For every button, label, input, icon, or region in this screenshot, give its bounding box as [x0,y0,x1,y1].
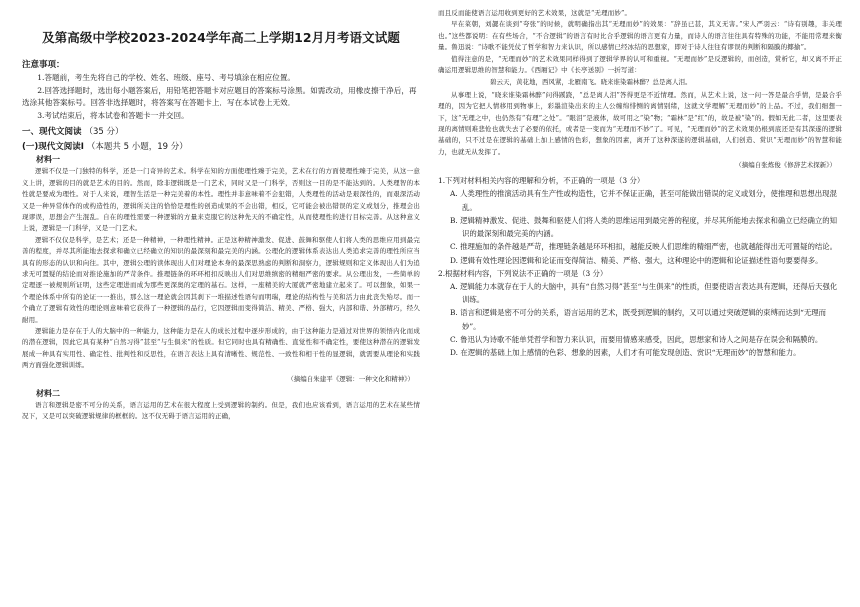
poem-quote: 碧云天，黄花地，西风紧，北雁南飞。晓来谁染霜林醉？总是离人泪。 [490,78,692,87]
question-stem: 2.根据材料内容，下列说法不正确的一项是（3 分） [438,268,608,278]
paragraph: 早在菜朝，刘勰在谈到“夸张”的时候，就明确指出其“无理而妙”的效果：“辞虽已甚，其义无害。”宋人严羽云：“诗有别趣，非关理也。”这些都说明：在有些场合，“不合逻辑”的语言有时比合乎逻辑的语言更有力量，而诗人的语言往往具有特殊的功能，不能用常理来衡量。鲁迅说：“诗歌不能凭仗了哲学和智力来认识，所以感情已经冰结的思想家，即对于诗人往往有谬误的判断和隔膜的揶揄”。 [438,20,842,52]
material-label: 材料一 [36,155,60,165]
material-label: 材料二 [36,388,60,398]
section-title: 一、现代文阅读 [22,127,82,138]
answer-option: C. 鲁迅认为诗歌不能单凭哲学和智力来认识，而要用情感来感受，因此，思想家和诗人之间是存在误会和隔膜的。 [450,334,823,344]
left-column [22,0,420,423]
section-score: （35 分） [84,127,124,138]
paragraph: 值得注意的是，“无理而妙”的艺术效果同样得到了逻辑学界的认可和重视。“无理而妙”是反逻辑的，而创造，赏析它，却又离不开正确运用逻辑思维的智慧和能力。《西厢记》中《长亭送别》一折写道： [438,54,842,75]
paragraph: 而且反而能使语言运用收到更好的艺术效果，这就是“无理而妙”。 [438,9,632,17]
paragraph: 逻辑不仅仅是科学，是艺术；还是一种精神，一种理性精神。正是这种精神激发、促进、鼓舞和驱使人们将人类的思维应用到最完善的程度，并尽其所能地去探求和确立已经确立的知识的最深刻和最完美的内涵。公理化的逻辑体系表达出人类追求完善的理性所应当具有的形态的认识和向往。其中，逻辑公理的读体现出人们对理论本身的最深思熟虑的判断和洞察力，逻辑规则和定义体现出人们为追求无可置疑的结论而对推论施加的严苛条件。推理链条的环环相扣反映出人们对思维缜密的精细严密的要求。从公理出发，一些简单的定理逐一被规则所证明，这些定理进而成为那些更深奥的定理的基石。这样，一座精美的大厦就严密地建立起来了。可以想象，如果一个理论体系中所有的论证一一推出，那么这一理论就会因其刹下一堆描述性语句而明瑞，理论的结构性与美和活力由此丧失殆尽。而一个确立了逻辑有效性的理论则意味着它获得了一种逻辑的品行，它因逻辑而变得简洁、精美、严格、强大，内部和谐、外部精巧，经久耐用。 [22,235,420,324]
answer-option: A. 逻辑能力本就存在于人的大脑中，具有“自然习得”甚至“与生俱来”的性质，但要使语言表达具有逻辑，还得后天强化训练。 [450,281,838,305]
notice-heading: 注意事项： [22,60,65,70]
answer-option: B. 语言和逻辑是密不可分的关系，语言运用的艺术，既受到逻辑的制约，又可以通过突破逻辑的束缚而达到“无理而妙”。 [450,308,827,331]
answer-option: B. 逻辑精神激发、促进、鼓舞和驱使人们将人类的思维运用到最完善的程度，并尽其所能地去探求和确立已经确立的知识的最深刻和最完美的内涵。 [450,215,838,239]
exam-title: 及第高级中学校2023-2024学年高二上学期12月月考语文试题 [42,30,400,45]
notice-item: 1.答题前，考生先将自己的学校、姓名、班级、座号、考号填涂在相应位置。 [37,73,296,82]
paragraph: 逻辑不仅是一门独特的科学，还是一门奇异的艺术。科学在知的方面使理性臻于完美，艺术在行的方面使理性臻于完美，从这一意义上讲，逻辑的目的就是艺术的目的。然而，除非逻辑既是一门艺术，同时又是一门科学，否则这一目的是不能达到的。人类理智的本性就是要成为理性。对于人来说，理智生活是一种完美着的本性。理性并非意味着不会犯错，人类理性的活动是艰深性的，而艰深活动又是一种异常体作的或构造性的，逻辑所关注的恰恰是理性的创造成果的不会出错，相反，它可能会被出错误的定义或划分，推理会出现谬误，思想会产生混乱。自在的理性需要一种逻辑的方量来克服它的这种先天的不确定性，从而使理性的进行目标完善。从这种意义上说，逻辑是一门科学，又是一门艺术。 [22,167,420,233]
subsection-title: (一)现代文阅读Ⅰ [22,142,84,153]
paragraph: 语言和逻辑是密不可分的关系，语言运用的艺术在很大程度上受到逻辑的制约。但是，我们也应该看到，语言运用的艺术在某些情况下，又是可以突破逻辑规律的框框的。这不仅无碍于语言运用的正确， [22,400,420,421]
notice-item: 3.考试结束后，将本试卷和答题卡一并交回。 [37,110,189,120]
subsection-note: （本题共 5 小题，19 分） [86,142,188,153]
answer-option: D. 逻辑有效性理论因逻辑和论证而变得简洁、精美、严格、强大，这种理论中的逻辑和论证描述性语句要要得多。 [450,255,823,265]
subsection-heading [22,140,420,152]
answer-option: C. 推理施加的条件越是严苛，推理链条越是环环相扣，越能反映人们思维的精细严密，也就越能得出无可置疑的结论。 [450,242,838,252]
notice-item: 2.回答选择题时，选出每小题答案后，用铅笔把答题卡对应题目的答案标号涂黑。如需改动，用橡皮擦干净后，再选涂其他答案标号。回答非选择题时，将答案写在答题卡上．写在本试卷上无效． [22,85,417,108]
answer-option: D. 在逻辑的基础上加上感情的色彩、想象的因素，人们才有可能发现创造、赏识“无理而妙”的智慧和能力。 [450,347,801,357]
right-column [438,0,842,359]
source-citation: （摘编自朱建平《逻辑：一种文化和精神》） [287,374,414,383]
answer-option: A. 人类理性的推演活动具有生产性或构造性，它并不保证正确，甚至可能做出错误的定义或划分，使推理和思想出现混乱。 [450,189,837,212]
paragraph: 从事理上说，“晓来谁染霜林醉”问得蹊跷，“总是离人泪”答得更是不近情理。然而，从艺术上说，这一问一答是最合乎情，是最合乎理的，因为它把人情移用到物事上，彩墨渲染出来的主人公缠绵悱恻的离情别绪，这就文学理解“无理而妙”的上品。不过，我们细想一下，这“无理之中，也仍然有“有理”之处”。“眼泪”是液体，故可用之“染”物；“霜林”是“红”的，故是被“染”的。假如无此二者，这里要表现的离情则难悲怆也就失去了必要的依托，或者是一变而为“无理而不妙”了。可见，“无理而妙”的艺术效果仍根到底还是有其深遂的逻辑基础的，只不过是在逻辑的基础上加上感情的色彩，想象的因素，离开了这种深遂的逻辑基础，人们创造、赏识“无理而妙”的智慧和能力，也就无从发挥了。 [438,90,842,156]
question-stem: 1.下列对材料相关内容的理解和分析，不正确的一项是（3 分） [438,176,645,186]
paragraph: 逻辑能力是存在于人的大脑中的一种能力，这种能力是在人的成长过程中逐步形成的，由于这种能力是通过对世界的领悟内化而成的潜在逻辑，因此它具有某种“自然习得”甚至“与生俱来”的性质。但它同时也具有精确性、直觉性和不确定性，要使这种潜在的逻辑发展成一种具有实用性、确定性、批判性和反思性，在语言表达上具有清晰性、规范性、一致性和相干性的显逻辑，就需要从理论和实践两方面强化逻辑训练。 [22,327,420,370]
section-heading [22,125,420,137]
source-citation: （摘编自张炼俊《修辞艺术探新》） [735,161,836,170]
